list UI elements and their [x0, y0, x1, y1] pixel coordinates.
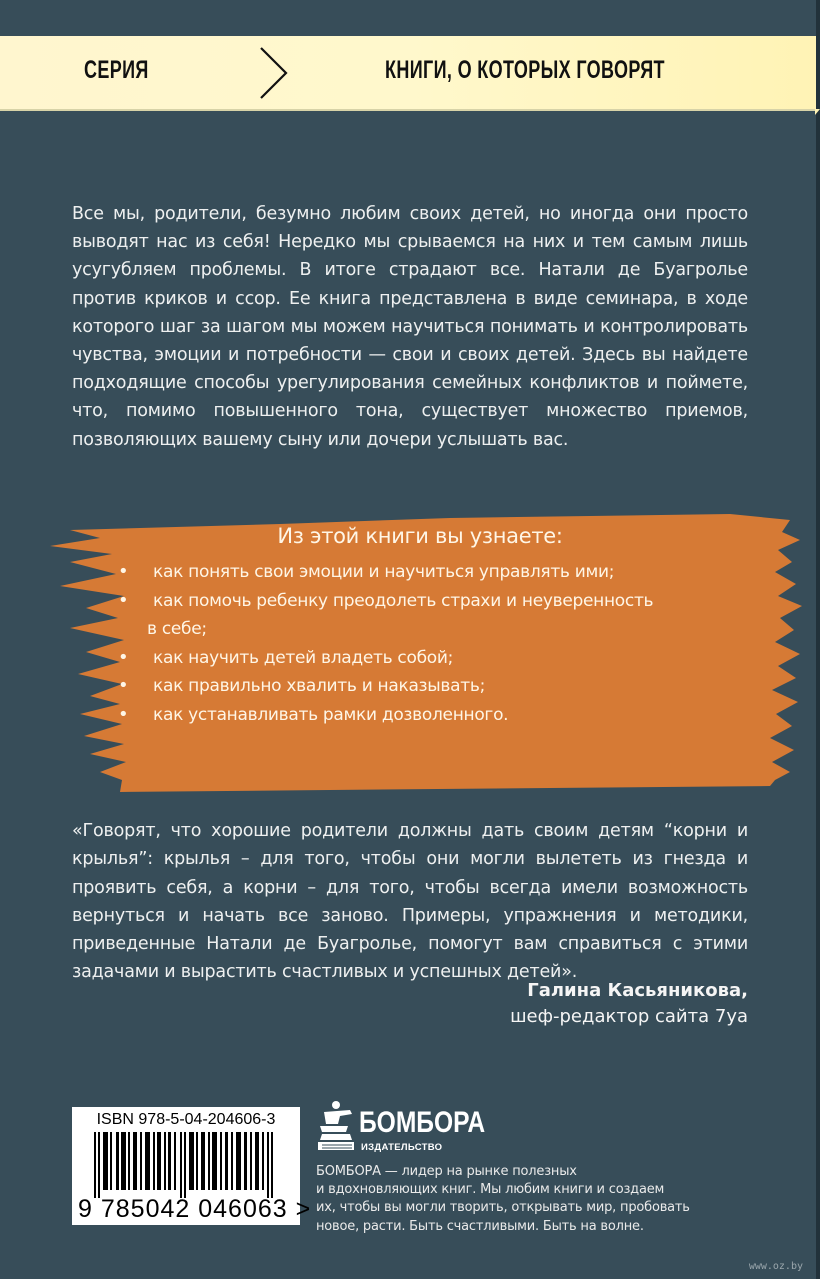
bullet-icon: •	[118, 675, 129, 696]
list-item: • как понять свои эмоции и научиться управлять ими;	[100, 558, 740, 587]
list-item: • как помочь ребенку преодолеть страхи и неуверенность	[100, 587, 740, 616]
list-item: • как правильно хвалить и наказывать;	[100, 672, 740, 701]
bullet-icon: •	[118, 703, 129, 725]
publisher-about: БОМБОРА — лидер на рынке полезных и вдохновляющих книг. Мы любим книги и создаем их, чтобы вы могли творить, открывать мир, пробовать новое, расти. Быть счастливыми. Быть на волне.	[316, 1164, 690, 1234]
quote-author	[510, 978, 748, 1030]
publisher-subtitle: ИЗДАТЕЛЬСТВО	[361, 1142, 443, 1153]
barcode-bars	[94, 1132, 284, 1198]
cover-edge	[816, 0, 820, 1279]
isbn-text: ISBN 978-5-04-204606-3	[96, 1111, 276, 1128]
bullet-icon: •	[118, 589, 129, 611]
bullet-icon: •	[118, 646, 129, 668]
barcode-digits: 9 785042 046063 >	[78, 1195, 312, 1223]
author-role: шеф-редактор сайта 7уа	[510, 1006, 748, 1027]
bullet-icon: •	[118, 561, 129, 582]
review-quote: «Говорят, что хорошие родители должны дать своим детям “корни и крылья”: крылья – для того, чтобы они могли вылететь из гнезда и проявить себя, а корни – для того, чтобы всегда имели возможность вернуться и начать все заново. Примеры, упражнения и методики, приведенные Натали де Буагролье, помогут вам справиться с этими задачами и вырастить счастливых и успешных детей».	[72, 821, 748, 983]
banner-notch	[815, 109, 820, 115]
publisher-name: БОМБОРА	[359, 1106, 486, 1139]
series-banner	[0, 36, 816, 111]
series-label: СЕРИЯ	[84, 56, 149, 84]
author-name: Галина Касьяникова,	[527, 980, 748, 1001]
chevron-right-icon	[259, 46, 289, 100]
learn-list	[100, 558, 740, 729]
list-item: • как научить детей владеть собой;	[100, 644, 740, 673]
list-item: • как устанавливать рамки дозволенного.	[100, 701, 740, 730]
bombora-figure-icon	[316, 1100, 356, 1152]
watermark: www.oz.by	[748, 1261, 803, 1272]
series-name: КНИГИ, О КОТОРЫХ ГОВОРЯТ	[385, 56, 665, 84]
learn-section	[100, 524, 740, 729]
isbn-barcode	[72, 1107, 312, 1225]
list-item-continuation: в себе;	[147, 619, 207, 639]
book-description: Все мы, родители, безумно любим своих детей, но иногда они просто выводят нас из себя! Нередко мы срываемся на них и тем самым лишь усугубляем проблемы. В итоге страдают все. Натали де Буагролье против криков и ссор. Ее книга представлена в виде семинара, в ходе которого шаг за шагом мы можем научиться понимать и контролировать чувства, эмоции и потребности — свои и своих детей. Здесь вы найдете подходящие способы урегулирования семейных конфликтов и поймете, что, помимо повышенного тона, существует множество приемов, позволяющих вашему сыну или дочери услышать вас.	[72, 204, 748, 450]
publisher-logo	[316, 1100, 486, 1156]
learn-title: Из этой книги вы узнаете:	[277, 524, 563, 548]
